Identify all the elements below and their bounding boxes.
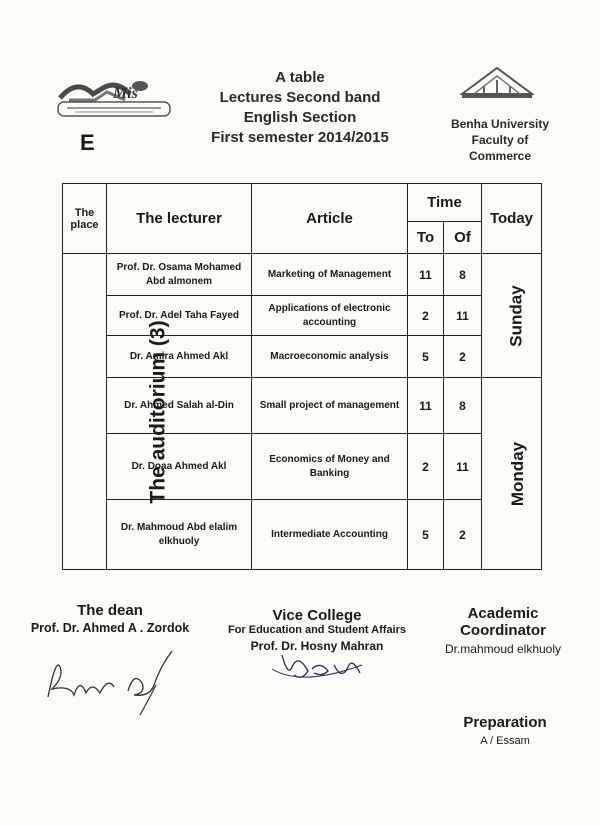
day-cell [482, 254, 542, 378]
title-line: English Section [243, 109, 357, 126]
university-line: Faculty of [471, 133, 529, 147]
lecturer-cell: Dr. Amira Ahmed Akl [107, 336, 252, 378]
lecturer-cell: Dr. Doaa Ahmed Akl [107, 434, 252, 500]
university-line: Commerce [468, 149, 532, 163]
of-cell: 11 [444, 296, 482, 336]
title-line: First semester 2014/2015 [211, 129, 389, 146]
lecturer-cell: Dr. Ahmed Salah al-Din [107, 378, 252, 434]
table-row [63, 336, 542, 378]
header-article: Article [252, 184, 408, 254]
header-time: Time [408, 184, 482, 222]
university-logo [458, 64, 536, 104]
day-text: Sunday [506, 284, 526, 347]
university-line: Benha University [450, 117, 550, 131]
dean-name: Prof. Dr. Ahmed A . Zordok [30, 621, 190, 635]
day-cell [482, 378, 542, 570]
title-line: Lectures Second band [219, 89, 381, 106]
preparation-block [430, 714, 580, 747]
header-of: Of [444, 222, 482, 254]
article-cell: Marketing of Management [252, 254, 408, 296]
to-cell: 5 [408, 500, 444, 570]
mis-logo [55, 72, 175, 122]
to-cell: 2 [408, 434, 444, 500]
of-cell: 8 [444, 378, 482, 434]
to-cell: 5 [408, 336, 444, 378]
coordinator-block [428, 605, 578, 657]
lecturer-cell: Prof. Dr. Adel Taha Fayed [107, 296, 252, 336]
place-text: The auditorium (3) [146, 319, 170, 504]
title-block [180, 68, 420, 148]
title-line: A table [275, 69, 325, 86]
header-today: Today [482, 184, 542, 254]
dean-title: The dean [77, 602, 143, 619]
university-block [430, 116, 570, 164]
header-to: To [408, 222, 444, 254]
vice-subtitle: For Education and Student Affairs [227, 624, 407, 636]
header-lecturer: The lecturer [107, 184, 252, 254]
to-cell: 11 [408, 378, 444, 434]
vice-signature [242, 647, 392, 687]
coordinator-name: Dr.mahmoud elkhuoly [444, 642, 562, 656]
article-cell: Small project of management [252, 378, 408, 434]
lecturer-cell: Dr. Mahmoud Abd elalim elkhuoly [107, 500, 252, 570]
to-cell: 11 [408, 254, 444, 296]
schedule-table [62, 183, 542, 570]
lecturer-cell: Prof. Dr. Osama Mohamed Abd almonem [107, 254, 252, 296]
table-row [63, 434, 542, 500]
dean-signature [30, 637, 190, 717]
preparation-name: A / Essam [480, 735, 530, 747]
article-cell: Intermediate Accounting [252, 500, 408, 570]
coordinator-title: Academic Coordinator [460, 605, 546, 639]
preparation-title: Preparation [463, 714, 547, 731]
table-row [63, 254, 542, 296]
of-cell: 8 [444, 254, 482, 296]
table-row [63, 500, 542, 570]
of-cell: 11 [444, 434, 482, 500]
header-place: The place [63, 184, 107, 254]
section-letter: E [80, 130, 95, 155]
svg-text:Mis: Mis [113, 85, 138, 102]
of-cell: 2 [444, 500, 482, 570]
to-cell: 2 [408, 296, 444, 336]
article-cell: Macroeconomic analysis [252, 336, 408, 378]
article-cell: Economics of Money and Banking [252, 434, 408, 500]
vice-block [222, 607, 412, 687]
of-cell: 2 [444, 336, 482, 378]
article-cell: Applications of electronic accounting [252, 296, 408, 336]
place-cell [63, 254, 170, 570]
table-row [63, 378, 542, 434]
dean-block [20, 602, 200, 717]
table-row [63, 296, 542, 336]
vice-name: Prof. Dr. Hosny Mahran [250, 639, 384, 653]
vice-title: Vice College [272, 607, 362, 624]
day-text: Monday [508, 441, 528, 506]
